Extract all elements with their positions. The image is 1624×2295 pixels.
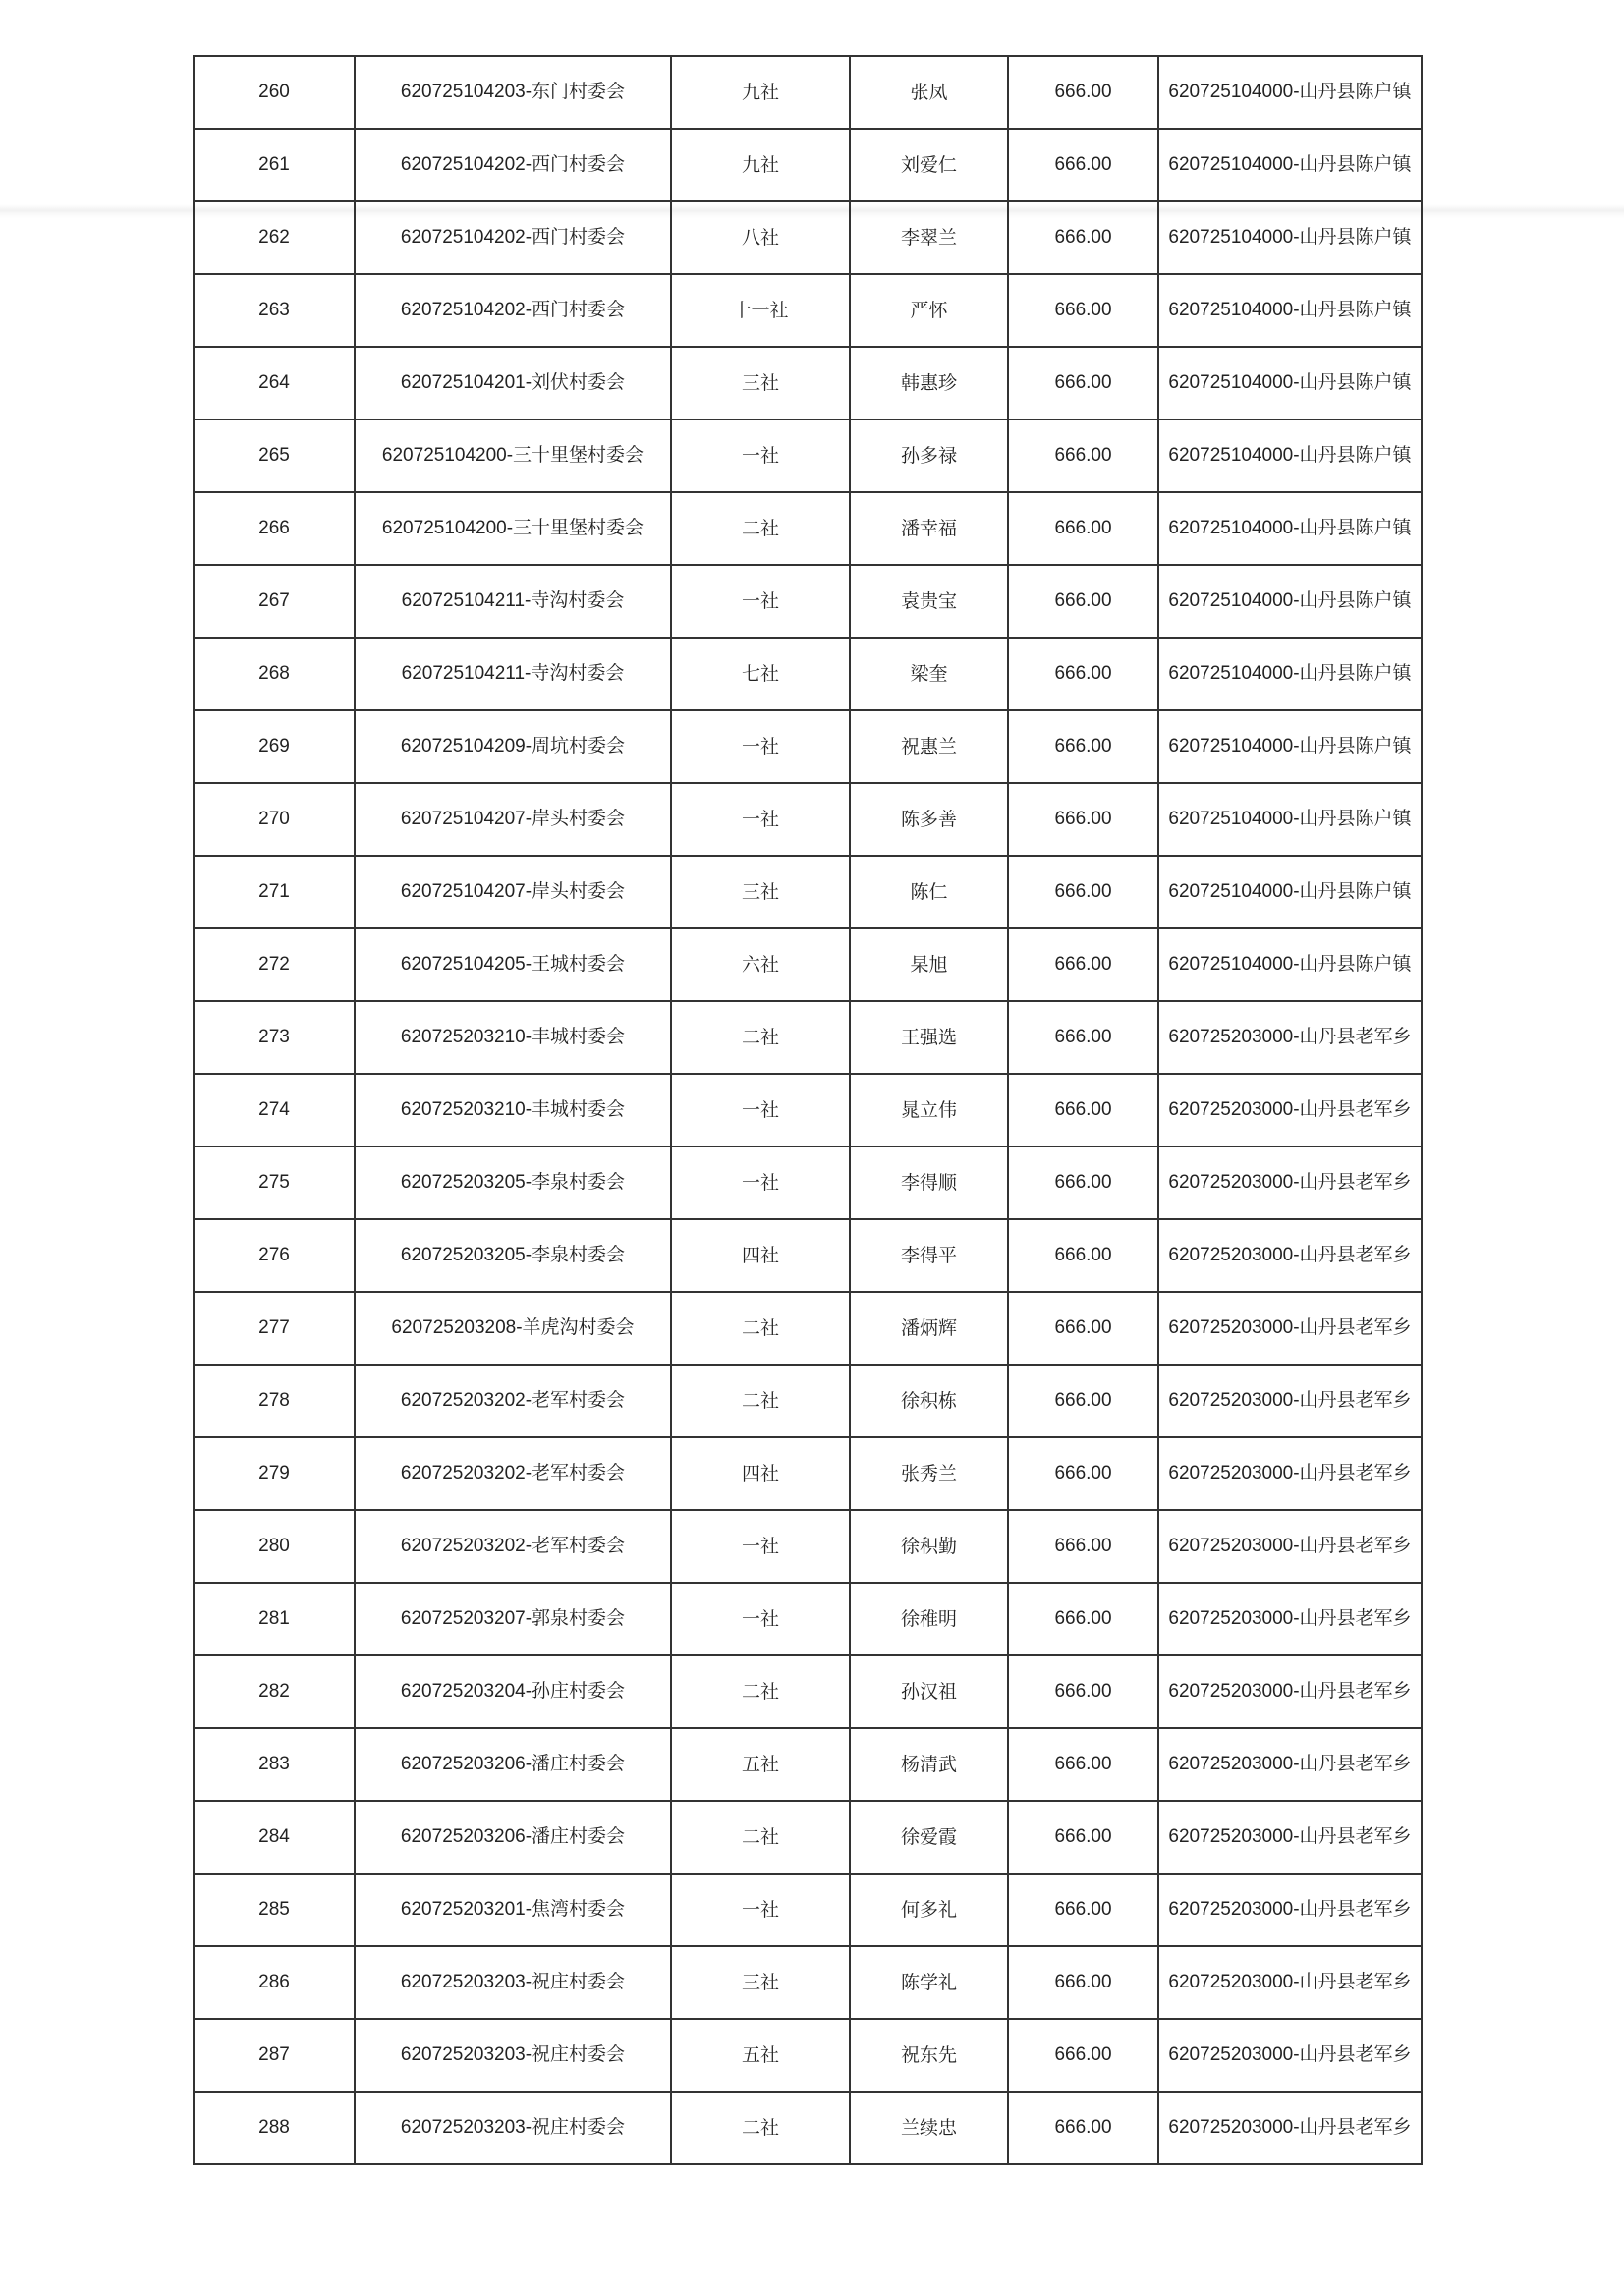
table-row (194, 2019, 1422, 2092)
amount-cell: 666.00 (1008, 1510, 1158, 1583)
person-name-cell: 徐积勤 (850, 1510, 1008, 1583)
table-row (194, 492, 1422, 565)
amount-cell: 666.00 (1008, 1655, 1158, 1728)
group-cell: 一社 (671, 1074, 850, 1147)
amount-cell: 666.00 (1008, 2092, 1158, 2164)
row-number-cell: 274 (194, 1074, 355, 1147)
table-row (194, 56, 1422, 129)
amount-cell: 666.00 (1008, 1801, 1158, 1874)
amount-cell: 666.00 (1008, 347, 1158, 420)
township-cell: 620725203000-山丹县老军乡 (1158, 1728, 1422, 1801)
village-committee-cell: 620725104203-东门村委会 (355, 56, 671, 129)
group-cell: 九社 (671, 56, 850, 129)
row-number-cell: 287 (194, 2019, 355, 2092)
group-cell: 七社 (671, 638, 850, 710)
village-committee-cell: 620725104211-寺沟村委会 (355, 565, 671, 638)
table-row (194, 1219, 1422, 1292)
township-cell: 620725104000-山丹县陈户镇 (1158, 274, 1422, 347)
row-number-cell: 267 (194, 565, 355, 638)
table-row (194, 129, 1422, 201)
amount-cell: 666.00 (1008, 129, 1158, 201)
group-cell: 一社 (671, 783, 850, 856)
amount-cell: 666.00 (1008, 420, 1158, 492)
row-number-cell: 281 (194, 1583, 355, 1655)
group-cell: 一社 (671, 1583, 850, 1655)
table-row (194, 1510, 1422, 1583)
group-cell: 五社 (671, 2019, 850, 2092)
table-row (194, 347, 1422, 420)
person-name-cell: 陈多善 (850, 783, 1008, 856)
row-number-cell: 264 (194, 347, 355, 420)
row-number-cell: 284 (194, 1801, 355, 1874)
group-cell: 八社 (671, 201, 850, 274)
amount-cell: 666.00 (1008, 565, 1158, 638)
amount-cell: 666.00 (1008, 1437, 1158, 1510)
row-number-cell: 270 (194, 783, 355, 856)
group-cell: 一社 (671, 420, 850, 492)
village-committee-cell: 620725203205-李泉村委会 (355, 1219, 671, 1292)
row-number-cell: 278 (194, 1365, 355, 1437)
village-committee-cell: 620725104211-寺沟村委会 (355, 638, 671, 710)
table-row (194, 2092, 1422, 2164)
table-row (194, 928, 1422, 1001)
amount-cell: 666.00 (1008, 928, 1158, 1001)
village-committee-cell: 620725203202-老军村委会 (355, 1510, 671, 1583)
table-row (194, 710, 1422, 783)
row-number-cell: 271 (194, 856, 355, 928)
group-cell: 二社 (671, 492, 850, 565)
township-cell: 620725203000-山丹县老军乡 (1158, 1874, 1422, 1946)
village-committee-cell: 620725104207-岸头村委会 (355, 783, 671, 856)
amount-cell: 666.00 (1008, 1147, 1158, 1219)
table-body (194, 56, 1422, 2164)
person-name-cell: 李得平 (850, 1219, 1008, 1292)
township-cell: 620725104000-山丹县陈户镇 (1158, 201, 1422, 274)
village-committee-cell: 620725104200-三十里堡村委会 (355, 420, 671, 492)
township-cell: 620725203000-山丹县老军乡 (1158, 2092, 1422, 2164)
amount-cell: 666.00 (1008, 710, 1158, 783)
row-number-cell: 261 (194, 129, 355, 201)
person-name-cell: 梁奎 (850, 638, 1008, 710)
group-cell: 一社 (671, 565, 850, 638)
group-cell: 九社 (671, 129, 850, 201)
row-number-cell: 260 (194, 56, 355, 129)
township-cell: 620725104000-山丹县陈户镇 (1158, 638, 1422, 710)
table-row (194, 565, 1422, 638)
row-number-cell: 265 (194, 420, 355, 492)
person-name-cell: 潘炳辉 (850, 1292, 1008, 1365)
table-row (194, 1437, 1422, 1510)
amount-cell: 666.00 (1008, 1583, 1158, 1655)
group-cell: 三社 (671, 1946, 850, 2019)
amount-cell: 666.00 (1008, 1874, 1158, 1946)
person-name-cell: 孙多禄 (850, 420, 1008, 492)
group-cell: 一社 (671, 1874, 850, 1946)
village-committee-cell: 620725104202-西门村委会 (355, 201, 671, 274)
row-number-cell: 277 (194, 1292, 355, 1365)
table-row (194, 274, 1422, 347)
table-row (194, 1583, 1422, 1655)
amount-cell: 666.00 (1008, 856, 1158, 928)
village-committee-cell: 620725104202-西门村委会 (355, 274, 671, 347)
table-row (194, 1728, 1422, 1801)
row-number-cell: 269 (194, 710, 355, 783)
amount-cell: 666.00 (1008, 274, 1158, 347)
row-number-cell: 288 (194, 2092, 355, 2164)
person-name-cell: 李得顺 (850, 1147, 1008, 1219)
group-cell: 六社 (671, 928, 850, 1001)
township-cell: 620725203000-山丹县老军乡 (1158, 1074, 1422, 1147)
row-number-cell: 262 (194, 201, 355, 274)
village-committee-cell: 620725104205-王城村委会 (355, 928, 671, 1001)
person-name-cell: 陈仁 (850, 856, 1008, 928)
row-number-cell: 282 (194, 1655, 355, 1728)
table-row (194, 1365, 1422, 1437)
subsidy-list-table (193, 55, 1423, 2165)
group-cell: 一社 (671, 1510, 850, 1583)
person-name-cell: 王强选 (850, 1001, 1008, 1074)
group-cell: 四社 (671, 1437, 850, 1510)
amount-cell: 666.00 (1008, 1001, 1158, 1074)
row-number-cell: 280 (194, 1510, 355, 1583)
township-cell: 620725203000-山丹县老军乡 (1158, 1001, 1422, 1074)
village-committee-cell: 620725203203-祝庄村委会 (355, 2092, 671, 2164)
township-cell: 620725104000-山丹县陈户镇 (1158, 56, 1422, 129)
township-cell: 620725104000-山丹县陈户镇 (1158, 347, 1422, 420)
person-name-cell: 孙汉祖 (850, 1655, 1008, 1728)
row-number-cell: 283 (194, 1728, 355, 1801)
row-number-cell: 272 (194, 928, 355, 1001)
row-number-cell: 275 (194, 1147, 355, 1219)
village-committee-cell: 620725104209-周坑村委会 (355, 710, 671, 783)
village-committee-cell: 620725203206-潘庄村委会 (355, 1728, 671, 1801)
person-name-cell: 徐积栋 (850, 1365, 1008, 1437)
township-cell: 620725104000-山丹县陈户镇 (1158, 710, 1422, 783)
group-cell: 二社 (671, 1001, 850, 1074)
person-name-cell: 潘幸福 (850, 492, 1008, 565)
township-cell: 620725203000-山丹县老军乡 (1158, 1292, 1422, 1365)
group-cell: 四社 (671, 1219, 850, 1292)
village-committee-cell: 620725203208-羊虎沟村委会 (355, 1292, 671, 1365)
amount-cell: 666.00 (1008, 201, 1158, 274)
person-name-cell: 杲旭 (850, 928, 1008, 1001)
amount-cell: 666.00 (1008, 1365, 1158, 1437)
township-cell: 620725203000-山丹县老军乡 (1158, 1946, 1422, 2019)
township-cell: 620725203000-山丹县老军乡 (1158, 1655, 1422, 1728)
village-committee-cell: 620725203207-郭泉村委会 (355, 1583, 671, 1655)
group-cell: 二社 (671, 2092, 850, 2164)
person-name-cell: 兰续忠 (850, 2092, 1008, 2164)
village-committee-cell: 620725104207-岸头村委会 (355, 856, 671, 928)
township-cell: 620725203000-山丹县老军乡 (1158, 1219, 1422, 1292)
person-name-cell: 刘爱仁 (850, 129, 1008, 201)
row-number-cell: 263 (194, 274, 355, 347)
row-number-cell: 286 (194, 1946, 355, 2019)
row-number-cell: 273 (194, 1001, 355, 1074)
amount-cell: 666.00 (1008, 56, 1158, 129)
village-committee-cell: 620725203203-祝庄村委会 (355, 1946, 671, 2019)
table-row (194, 201, 1422, 274)
township-cell: 620725104000-山丹县陈户镇 (1158, 783, 1422, 856)
person-name-cell: 祝东先 (850, 2019, 1008, 2092)
amount-cell: 666.00 (1008, 1946, 1158, 2019)
table-row (194, 856, 1422, 928)
amount-cell: 666.00 (1008, 1219, 1158, 1292)
person-name-cell: 徐爱霞 (850, 1801, 1008, 1874)
township-cell: 620725104000-山丹县陈户镇 (1158, 420, 1422, 492)
village-committee-cell: 620725203201-焦湾村委会 (355, 1874, 671, 1946)
table-row (194, 1147, 1422, 1219)
person-name-cell: 李翠兰 (850, 201, 1008, 274)
group-cell: 三社 (671, 347, 850, 420)
table-row (194, 420, 1422, 492)
person-name-cell: 祝惠兰 (850, 710, 1008, 783)
group-cell: 一社 (671, 1147, 850, 1219)
township-cell: 620725203000-山丹县老军乡 (1158, 2019, 1422, 2092)
township-cell: 620725203000-山丹县老军乡 (1158, 1801, 1422, 1874)
township-cell: 620725104000-山丹县陈户镇 (1158, 565, 1422, 638)
row-number-cell: 266 (194, 492, 355, 565)
amount-cell: 666.00 (1008, 1728, 1158, 1801)
person-name-cell: 陈学礼 (850, 1946, 1008, 2019)
amount-cell: 666.00 (1008, 2019, 1158, 2092)
village-committee-cell: 620725104200-三十里堡村委会 (355, 492, 671, 565)
group-cell: 二社 (671, 1801, 850, 1874)
person-name-cell: 张秀兰 (850, 1437, 1008, 1510)
table-row (194, 1874, 1422, 1946)
table-row (194, 1801, 1422, 1874)
amount-cell: 666.00 (1008, 1074, 1158, 1147)
table-row (194, 1292, 1422, 1365)
row-number-cell: 268 (194, 638, 355, 710)
amount-cell: 666.00 (1008, 1292, 1158, 1365)
person-name-cell: 袁贵宝 (850, 565, 1008, 638)
township-cell: 620725104000-山丹县陈户镇 (1158, 856, 1422, 928)
village-committee-cell: 620725203203-祝庄村委会 (355, 2019, 671, 2092)
township-cell: 620725203000-山丹县老军乡 (1158, 1365, 1422, 1437)
amount-cell: 666.00 (1008, 783, 1158, 856)
table-row (194, 1655, 1422, 1728)
person-name-cell: 徐稚明 (850, 1583, 1008, 1655)
village-committee-cell: 620725203202-老军村委会 (355, 1437, 671, 1510)
group-cell: 二社 (671, 1292, 850, 1365)
row-number-cell: 285 (194, 1874, 355, 1946)
village-committee-cell: 620725203202-老军村委会 (355, 1365, 671, 1437)
township-cell: 620725203000-山丹县老军乡 (1158, 1510, 1422, 1583)
group-cell: 三社 (671, 856, 850, 928)
table-row (194, 1946, 1422, 2019)
village-committee-cell: 620725203210-丰城村委会 (355, 1074, 671, 1147)
township-cell: 620725104000-山丹县陈户镇 (1158, 129, 1422, 201)
township-cell: 620725203000-山丹县老军乡 (1158, 1147, 1422, 1219)
group-cell: 十一社 (671, 274, 850, 347)
township-cell: 620725203000-山丹县老军乡 (1158, 1437, 1422, 1510)
group-cell: 五社 (671, 1728, 850, 1801)
village-committee-cell: 620725104202-西门村委会 (355, 129, 671, 201)
row-number-cell: 276 (194, 1219, 355, 1292)
row-number-cell: 279 (194, 1437, 355, 1510)
group-cell: 一社 (671, 710, 850, 783)
person-name-cell: 韩惠珍 (850, 347, 1008, 420)
group-cell: 二社 (671, 1655, 850, 1728)
person-name-cell: 晁立伟 (850, 1074, 1008, 1147)
township-cell: 620725203000-山丹县老军乡 (1158, 1583, 1422, 1655)
table-row (194, 783, 1422, 856)
village-committee-cell: 620725203210-丰城村委会 (355, 1001, 671, 1074)
village-committee-cell: 620725104201-刘伏村委会 (355, 347, 671, 420)
person-name-cell: 何多礼 (850, 1874, 1008, 1946)
amount-cell: 666.00 (1008, 638, 1158, 710)
person-name-cell: 杨清武 (850, 1728, 1008, 1801)
group-cell: 二社 (671, 1365, 850, 1437)
table-row (194, 638, 1422, 710)
amount-cell: 666.00 (1008, 492, 1158, 565)
table-row (194, 1001, 1422, 1074)
person-name-cell: 张凤 (850, 56, 1008, 129)
village-committee-cell: 620725203206-潘庄村委会 (355, 1801, 671, 1874)
village-committee-cell: 620725203205-李泉村委会 (355, 1147, 671, 1219)
table-row (194, 1074, 1422, 1147)
village-committee-cell: 620725203204-孙庄村委会 (355, 1655, 671, 1728)
township-cell: 620725104000-山丹县陈户镇 (1158, 492, 1422, 565)
township-cell: 620725104000-山丹县陈户镇 (1158, 928, 1422, 1001)
person-name-cell: 严怀 (850, 274, 1008, 347)
